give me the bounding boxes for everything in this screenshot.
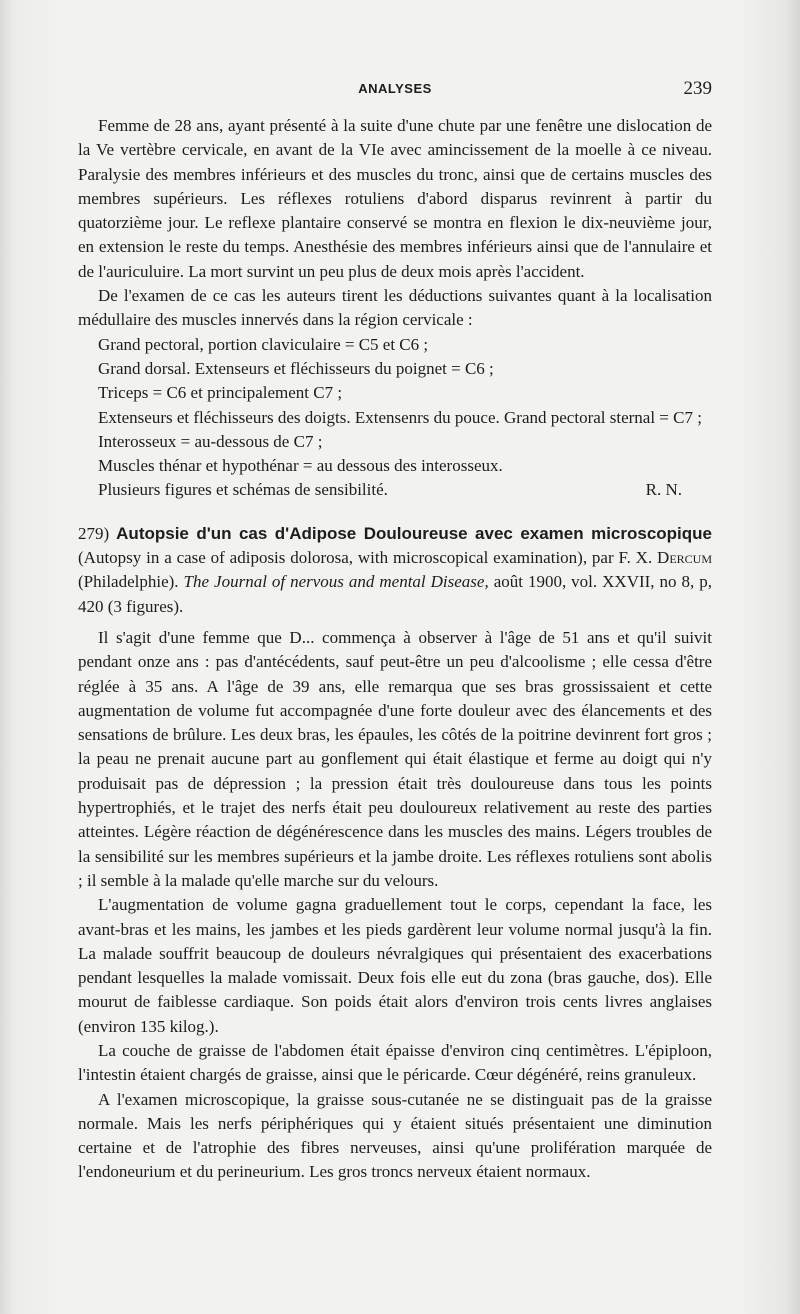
article-paragraph: L'augmentation de volume gagna graduellement tout le corps, cependant la face, les avant-bras et les mains, les jambes et les pieds gardèrent leur volume normal jusqu'à la fin. La malade souffrit beaucoup de douleurs névralgiques qui présentaient des exacerbations pendant lesquelles la malade vomissait. Deux fois elle eut du zona (bras gauche, dos). Elle mourut de faiblesse cardiaque. Son poids était alors d'environ trois cents livres anglaises (environ 135 kilog.). [78, 895, 712, 1036]
article-affiliation: (Philadelphie). [78, 572, 179, 592]
localisation-line: Triceps = C6 et principalement C7 ; [98, 383, 343, 403]
localisation-line: Grand pectoral, portion claviculaire = C5 et C6 ; [98, 334, 429, 354]
article-paragraph: A l'examen microscopique, la graisse sous-cutanée ne se distinguait pas de la graisse normale. Mais les nerfs périphériques qui y étaient situés présentaient une diminution certaine et de l'atrophie des fibres nerveuses, ainsi qu'une prolifération marquée de l'endoneurium et du perineurium. Les gros troncs nerveux étaient normaux. [78, 1089, 712, 1182]
article-number: 279) [78, 523, 110, 543]
localisation-line: Grand dorsal. Extenseurs et fléchisseurs du poignet = C6 ; [98, 358, 494, 378]
article-paragraph: Il s'agit d'une femme que D... commença à observer à l'âge de 51 ans et qu'il suivit pendant onze ans : pas d'antécédents, sauf peut-être un peu d'alcoolisme ; elle cessa d'être réglée à 35 ans. A l'âge de 39 ans, elle remarqua que ses bras grossissaient et cette augmentation de volume fut accompagnée d'une forte douleur avec des élancements et des sensations de brûlure. Les deux bras, les épaules, les côtés de la poitrine devinrent fort gros ; la peau ne prenait aucune part au gonflement qui était élastique et ferme au doigt qui n'y produisait pas de dépression ; la pression était très douloureuse dans tous les points hypertrophiés, et le trajet des nerfs était peu douloureux relativement au reste des parties atteintes. Légère réaction de dégénérescence dans les muscles des mains. Légers troubles de la sensibilité sur les membres supérieurs et la jambe droite. Les réflexes rotuliens sont abolis ; il semble à la malade qu'elle marche sur du velours. [78, 627, 712, 890]
figures-note-line [78, 478, 712, 502]
running-title: ANALYSES [358, 81, 432, 96]
article-title: Autopsie d'un cas d'Adipose Douloureuse avec examen microscopique [116, 523, 713, 543]
journal-name: The Journal of nervous and mental Disease, [183, 572, 489, 592]
case-summary-paragraph: Femme de 28 ans, ayant présenté à la suite d'une chute par une fenêtre une dislocation de la Ve vertèbre cervicale, en avant de la VIe avec amincissement de la moelle à ce niveau. Paralysie des membres inférieurs et des muscles du tronc, ainsi que de certains muscles des membres supérieurs. Les réflexes rotuliens d'abord disparus revinrent à partir du quatorzième jour. Le reflexe plantaire conservé se montra en flexion le dix-neuvième jour, en extension le reste du temps. Anesthésie des membres inférieurs ainsi que de l'annulaire et de l'auriculuire. La mort survint un peu plus de deux mois après l'accident. [78, 116, 712, 281]
article-citation: août 1900, vol. XXVII, no 8, p, 420 (3 figures). [78, 572, 712, 616]
article-english-title: (Autopsy in a case of adiposis dolorosa, with microscopical examination), par F. X. [78, 548, 653, 568]
localisation-line: Interosseux = au-dessous de C7 ; [98, 431, 323, 451]
article-author: Dercum [657, 548, 712, 568]
article-heading [78, 522, 712, 619]
localisation-line: Extenseurs et fléchisseurs des doigts. Extensenrs du pouce. Grand pectoral sternal = C7 ; [98, 407, 702, 427]
page-header [78, 78, 712, 102]
deductions-intro: De l'examen de ce cas les auteurs tirent les déductions suivantes quant à la localisation médullaire des muscles innervés dans la région cervicale : [78, 286, 712, 330]
localisation-line: Muscles thénar et hypothénar = au dessous des interosseux. [98, 456, 503, 476]
figures-note: Plusieurs figures et schémas de sensibilité. [98, 480, 388, 500]
page-number: 239 [683, 78, 712, 99]
page-text [78, 114, 712, 1185]
article-paragraph: La couche de graisse de l'abdomen était épaisse d'environ cinq centimètres. L'épiploon, l'intestin étaient chargés de graisse, ainsi que le péricarde. Cœur dégénéré, reins granuleux. [78, 1040, 712, 1085]
reviewer-signature: R. N. [645, 480, 682, 500]
